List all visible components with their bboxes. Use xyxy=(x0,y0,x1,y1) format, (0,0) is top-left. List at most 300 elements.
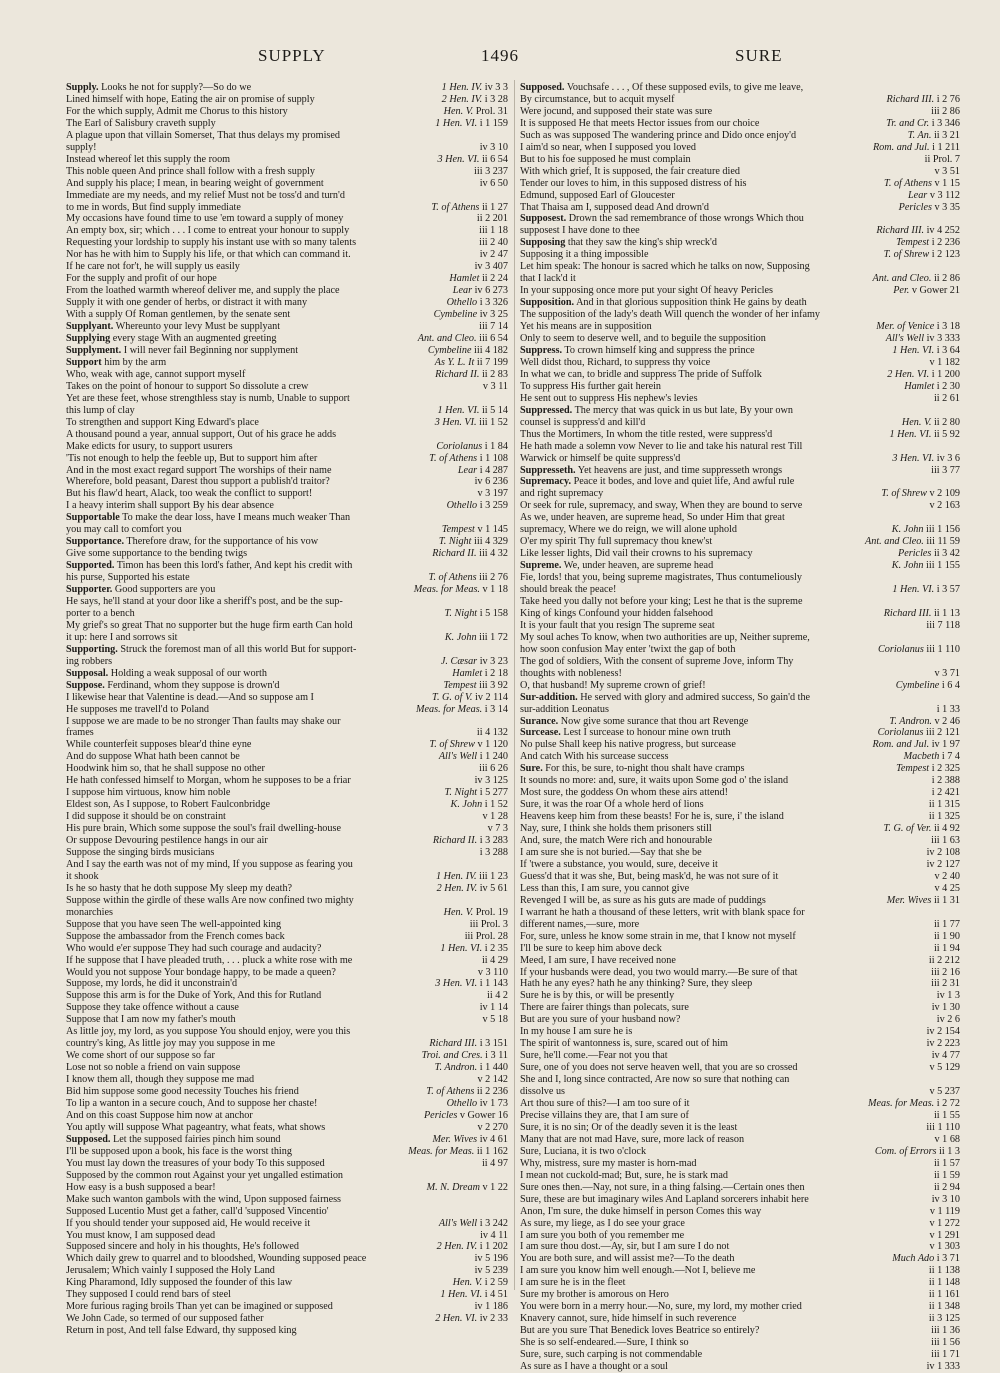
play-title: T. of Shrew xyxy=(881,488,927,500)
act-scene-line: Prol. 19 xyxy=(475,906,508,918)
citation xyxy=(439,536,508,548)
concordance-entry xyxy=(66,178,508,190)
quotation-text: Drown the sad remembrance of those wrongs Which thou xyxy=(568,213,804,225)
concordance-entry xyxy=(520,548,960,560)
citation xyxy=(436,441,508,453)
quotation-text: I suppose him virtuous, know him noble xyxy=(66,787,231,799)
act-scene-line: i 5 158 xyxy=(479,607,508,619)
quotation-text: And I say the earth was not of my mind, If you suppose as fearing you xyxy=(66,858,353,870)
concordance-entry xyxy=(66,1122,508,1134)
quotation-text: Suppose the singing birds musicians xyxy=(66,847,215,858)
citation xyxy=(881,488,960,500)
quotation-text: Suppose that you have seen The well-appointed king xyxy=(66,918,282,930)
concordance-entry xyxy=(520,524,960,536)
concordance-entry xyxy=(520,751,960,763)
citation xyxy=(479,321,508,333)
concordance-entry xyxy=(520,369,960,381)
citation xyxy=(927,1026,960,1038)
quotation-text: If he suppose that I have pleaded truth, . . . pluck a white rose with me xyxy=(66,954,353,966)
concordance-entry xyxy=(520,596,960,608)
concordance-entry xyxy=(66,1014,508,1026)
act-scene-line: iii 1 71 xyxy=(931,1349,960,1361)
citation xyxy=(896,237,960,249)
concordance-entry xyxy=(66,967,508,979)
concordance-entry xyxy=(66,1230,508,1242)
headword: Suppress. xyxy=(520,344,562,356)
concordance-entry xyxy=(520,907,960,919)
act-scene-line: v 1 22 xyxy=(482,1181,508,1193)
quotation-text: My occasions have found time to use 'em toward a supply of money xyxy=(66,213,344,225)
quotation-text: Most sure, the goddess On whom these airs attend! xyxy=(520,787,728,799)
concordance-entry xyxy=(520,1026,960,1038)
citation xyxy=(480,847,508,859)
play-title: As Y. L. It xyxy=(434,356,475,368)
citation xyxy=(935,883,960,895)
quotation-text: For, sure, unless he know some strain in me, that I know not myself xyxy=(520,930,796,942)
quotation-text: supremacy, Where we do reign, we will alone uphold xyxy=(520,524,737,536)
citation xyxy=(435,369,508,381)
concordance-entry xyxy=(520,130,960,142)
page-number: 1496 xyxy=(481,46,519,65)
concordance-entry xyxy=(520,692,960,704)
concordance-entry xyxy=(66,811,508,823)
concordance-entry xyxy=(520,213,960,225)
act-scene-line: Prol. 31 xyxy=(475,105,508,117)
citation xyxy=(479,225,508,237)
concordance-entry xyxy=(520,465,960,477)
quotation-text: His pure brain, Which some suppose the soul's frail dwelling-house xyxy=(66,823,341,835)
concordance-entry xyxy=(520,1074,960,1086)
quotation-text: He supposes me travell'd to Poland xyxy=(66,703,210,715)
citation xyxy=(875,1146,960,1158)
act-scene-line: i 1 200 xyxy=(931,368,960,380)
concordance-entry xyxy=(66,297,508,309)
citation xyxy=(930,1206,960,1218)
concordance-entry xyxy=(520,441,960,453)
act-scene-line: iv 5 61 xyxy=(479,882,508,894)
concordance-entry xyxy=(520,237,960,249)
concordance-entry xyxy=(520,1002,960,1014)
concordance-entry xyxy=(520,1182,960,1194)
concordance-entry xyxy=(66,417,508,429)
act-scene-line: i 3 326 xyxy=(479,297,508,309)
concordance-entry xyxy=(66,357,508,369)
quotation-text: I am sure he is in the fleet xyxy=(520,1277,626,1289)
act-scene-line: i 2 35 xyxy=(484,942,508,954)
quotation-text: Suppose within the girdle of these walls Are now confined two mighty xyxy=(66,894,354,906)
headword: Surance. xyxy=(520,715,559,727)
quotation-text: Revenged I will be, as sure as his guts are made of puddings xyxy=(520,894,766,906)
concordance-entry xyxy=(520,166,960,178)
quotation-text: Lose not so noble a friend on vain suppose xyxy=(66,1062,241,1074)
quotation-text: King of kings Confound your hidden falsehood xyxy=(520,607,713,619)
quotation-text: every stage With an augmented greeting xyxy=(112,333,277,345)
act-scene-line: v 1 120 xyxy=(477,739,508,751)
act-scene-line: iii 4 32 xyxy=(479,548,508,560)
concordance-entry xyxy=(66,1241,508,1253)
act-scene-line: i 6 4 xyxy=(941,679,960,691)
quotation-text: He hath made a solemn vow Never to lie and take his natural rest Till xyxy=(520,440,803,452)
citation xyxy=(487,990,508,1002)
concordance-entry xyxy=(66,584,508,596)
act-scene-line: v 1 28 xyxy=(482,811,508,823)
play-title: Mer. Wives xyxy=(432,1133,478,1145)
play-title: T. of Athens xyxy=(431,201,480,213)
concordance-entry xyxy=(520,405,960,417)
citation xyxy=(935,1134,960,1146)
citation xyxy=(896,763,960,775)
citation xyxy=(426,1086,508,1098)
concordance-entry xyxy=(66,1110,508,1122)
quotation-text: Art thou sure of this?—I am too sure of it xyxy=(520,1098,690,1110)
quotation-text: Tender our loves to him, in this supposed distress of his xyxy=(520,177,747,189)
quotation-text: For the supply and profit of our hope xyxy=(66,273,217,285)
concordance-entry xyxy=(66,1062,508,1074)
act-scene-line: iii Prol. 3 xyxy=(469,918,508,930)
concordance-entry xyxy=(66,727,508,739)
quotation-text: He hath confessed himself to Morgan, whom he supposes to be a friar xyxy=(66,775,351,787)
concordance-entry xyxy=(520,345,960,357)
concordance-entry xyxy=(520,273,960,285)
concordance-entry xyxy=(520,943,960,955)
citation xyxy=(934,1158,960,1170)
quotation-text: The Earl of Salisbury craveth supply xyxy=(66,117,216,129)
quotation-text: You aptly will suppose What pageantry, what feats, what shows xyxy=(66,1121,326,1133)
concordance-entry xyxy=(66,118,508,130)
play-title: Com. of Errors xyxy=(874,1145,937,1157)
quotation-text: Suppose, my lords, he did it unconstrain'd xyxy=(66,978,238,990)
quotation-text: Fie, lords! that you, being supreme magistrates, Thus contumeliously xyxy=(520,572,802,584)
act-scene-line: iii 11 59 xyxy=(926,536,960,548)
play-title: Pericles xyxy=(898,548,932,560)
act-scene-line: ii 4 92 xyxy=(933,823,960,835)
play-title: Hamlet xyxy=(904,380,935,392)
quotation-text: We John Cade, so termed of our supposed father xyxy=(66,1313,264,1325)
concordance-entry xyxy=(66,632,508,644)
quotation-text: You must know, I am supposed dead xyxy=(66,1229,216,1241)
citation xyxy=(477,488,508,500)
concordance-entry xyxy=(520,1349,960,1361)
quotation-text: To crown himself king and suppress the prince xyxy=(564,344,755,356)
citation xyxy=(482,955,508,967)
citation xyxy=(873,273,960,285)
concordance-entry xyxy=(66,835,508,847)
concordance-entry xyxy=(66,1206,508,1218)
quotation-text: Looks he not for supply?—So do we xyxy=(101,82,252,93)
concordance-entry xyxy=(66,978,508,990)
quotation-text: Precise villains they are, that I am sure of xyxy=(520,1109,689,1121)
concordance-entry xyxy=(520,668,960,680)
concordance-entry xyxy=(520,225,960,237)
act-scene-line: v 1 182 xyxy=(929,356,960,368)
quotation-text: this lump of clay xyxy=(66,404,135,416)
play-title: T. Andron. xyxy=(434,1062,478,1074)
citation xyxy=(479,763,508,775)
act-scene-line: iv 2 108 xyxy=(926,847,960,858)
quotation-text: For the which supply, Admit me Chorus to this history xyxy=(66,105,288,117)
quotation-text: And supply his place; I mean, in bearing weight of government xyxy=(66,177,324,189)
headword: Supporter. xyxy=(66,584,113,596)
quotation-text: You are both sure, and will assist me?—To the death xyxy=(520,1253,735,1265)
concordance-entry xyxy=(520,1361,960,1373)
citation xyxy=(929,1313,960,1325)
quotation-text: you may call to comfort you xyxy=(66,524,182,536)
concordance-entry xyxy=(66,608,508,620)
concordance-entry xyxy=(66,500,508,512)
act-scene-line: ii 1 161 xyxy=(928,1289,960,1301)
act-scene-line: iv 6 50 xyxy=(479,177,508,189)
concordance-entry xyxy=(66,1289,508,1301)
act-scene-line: iv 3 25 xyxy=(479,309,508,321)
play-title: T. G. of Ver. xyxy=(883,823,932,835)
play-title: 2 Hen. VI. xyxy=(435,1313,478,1325)
concordance-entry xyxy=(520,1241,960,1253)
citation xyxy=(876,225,960,237)
play-title: Meas. for Meas. xyxy=(408,1145,475,1157)
citation xyxy=(438,405,508,417)
act-scene-line: iii 1 110 xyxy=(926,643,960,655)
citation xyxy=(429,453,508,465)
act-scene-line: v 2 270 xyxy=(477,1121,508,1133)
act-scene-line: iii 1 72 xyxy=(479,631,508,643)
concordance-entry xyxy=(66,536,508,548)
act-scene-line: v 7 3 xyxy=(487,823,508,835)
act-scene-line: i 3 242 xyxy=(479,1217,508,1229)
citation xyxy=(931,978,960,990)
quotation-text: But are you sure That Benedick loves Beatrice so entirely? xyxy=(520,1325,760,1337)
play-title: K. John xyxy=(444,631,477,643)
play-title: Tempest xyxy=(443,679,477,691)
concordance-entry xyxy=(520,453,960,465)
citation xyxy=(480,1230,508,1242)
quotation-text: Who would e'er suppose They had such courage and audacity? xyxy=(66,942,322,954)
act-scene-line: iv 2 154 xyxy=(926,1026,960,1038)
act-scene-line: i 1 159 xyxy=(479,117,508,129)
citation xyxy=(937,704,960,716)
concordance-entry xyxy=(520,142,960,154)
quotation-text: A plague upon that villain Somerset, That thus delays my promised xyxy=(66,129,340,141)
quotation-text: And, sure, the match Were rich and honourable xyxy=(520,835,713,847)
quotation-text: To suppress His further gait herein xyxy=(520,380,662,392)
concordance-entry xyxy=(520,417,960,429)
play-title: 3 Hen. VI. xyxy=(437,153,480,165)
concordance-entry xyxy=(520,500,960,512)
quotation-text: Nay, sure, I think she holds them prisoners still xyxy=(520,823,712,835)
quotation-text: From the loathed warmth whereof deliver me, and supply the place xyxy=(66,285,340,297)
citation xyxy=(929,357,960,369)
quotation-text: Warwick or himself be quite suppress'd xyxy=(520,452,681,464)
play-title: Pericles xyxy=(423,1109,458,1121)
quotation-text: counsel is suppress'd and kill'd xyxy=(520,416,646,428)
quotation-text: I warrant he hath a thousand of these letters, writ with blank space for xyxy=(520,906,805,918)
concordance-entry xyxy=(520,967,960,979)
concordance-entry xyxy=(66,895,508,907)
play-title: Ant. and Cleo. xyxy=(865,536,924,548)
quotation-text: his purse, Supported his estate xyxy=(66,572,190,584)
citation xyxy=(884,249,960,261)
act-scene-line: ii 1 348 xyxy=(928,1301,960,1313)
concordance-entry xyxy=(66,1086,508,1098)
act-scene-line: ii 2 61 xyxy=(933,392,960,404)
quotation-text: I am sure you both of you remember me xyxy=(520,1229,685,1241)
citation xyxy=(465,931,508,943)
quotation-text: Timon has been this lord's father, And kept his credit with xyxy=(116,560,353,572)
quotation-text: Good supporters are you xyxy=(114,584,216,596)
quotation-text: Yet heavens are just, and time suppresseth wrongs xyxy=(577,464,783,476)
quotation-text: dissolve us xyxy=(520,1086,565,1098)
act-scene-line: ii 1 162 xyxy=(476,1145,508,1157)
quotation-text: Supply it with one gender of herbs, or distract it with many xyxy=(66,297,308,309)
citation xyxy=(418,333,508,345)
act-scene-line: iv 2 223 xyxy=(926,1038,960,1050)
concordance-entry xyxy=(66,596,508,608)
quotation-text: Heavens keep him from these beasts! For he is, sure, i' the island xyxy=(520,811,784,823)
quotation-text: I am sure you know him well enough.—Not I, believe me xyxy=(520,1265,756,1277)
concordance-entry xyxy=(66,1146,508,1158)
citation xyxy=(878,644,960,656)
quotation-text: ing robbers xyxy=(66,655,113,667)
citation xyxy=(931,835,960,847)
quotation-text: My grief's so great That no supporter but the huge firm earth Can hold xyxy=(66,619,353,631)
act-scene-line: i 3 57 xyxy=(936,584,960,596)
quotation-text: A thousand pound a year, annual support, Out of his grace he adds xyxy=(66,428,337,440)
quotation-text: It is supposed He that meets Hector issues from our choice xyxy=(520,117,760,129)
quotation-text: Sure, it was the roar Of a whole herd of lions xyxy=(520,799,704,811)
act-scene-line: iv 2 127 xyxy=(926,858,960,870)
act-scene-line: ii 1 13 xyxy=(933,607,960,619)
concordance-entry xyxy=(66,907,508,919)
quotation-text: You were born in a merry hour.—No, sure, my lord, my mother cried xyxy=(520,1301,802,1313)
citation xyxy=(932,775,960,787)
headword: Supposition. xyxy=(520,297,575,309)
play-title: M. N. Dream xyxy=(426,1181,480,1193)
play-title: T. Night xyxy=(438,536,472,548)
citation xyxy=(884,608,960,620)
play-title: Othello xyxy=(446,500,478,512)
quotation-text: to me in words, But find supply immediate xyxy=(66,201,241,213)
concordance-entry xyxy=(520,656,960,668)
act-scene-line: ii 3 21 xyxy=(933,129,960,141)
act-scene-line: v 1 145 xyxy=(477,524,508,536)
play-title: Ant. and Cleo. xyxy=(417,333,477,345)
citation xyxy=(477,1122,508,1134)
quotation-text: With a supply Of Roman gentlemen, by the senate sent xyxy=(66,309,291,321)
quotation-text: Immediate are my needs, and my relief Must not be toss'd and turn'd xyxy=(66,189,345,201)
act-scene-line: iv 1 186 xyxy=(474,1301,508,1313)
quotation-text: She and I, long since contracted, Are now so sure that nothing can xyxy=(520,1074,790,1086)
act-scene-line: ii 2 24 xyxy=(481,273,508,285)
citation xyxy=(480,142,508,154)
act-scene-line: iii 1 156 xyxy=(926,524,960,536)
citation xyxy=(440,943,508,955)
play-title: 3 Hen. VI. xyxy=(434,416,477,428)
quotation-text: Take heed you dally not before your king; Lest he that is the supreme xyxy=(520,595,803,607)
citation xyxy=(929,1241,960,1253)
concordance-entry xyxy=(520,859,960,871)
quotation-text: Why, mistress, sure my master is horn-mad xyxy=(520,1157,697,1169)
act-scene-line: iv 2 33 xyxy=(479,1313,508,1325)
column-divider xyxy=(514,80,515,1290)
headword: Supposest. xyxy=(520,213,567,225)
citation xyxy=(444,907,508,919)
citation xyxy=(892,453,960,465)
concordance-entry xyxy=(66,1313,508,1325)
concordance-entry xyxy=(520,1158,960,1170)
citation xyxy=(451,799,508,811)
act-scene-line: iv 2 114 xyxy=(474,691,508,703)
citation xyxy=(435,1062,508,1074)
citation xyxy=(435,978,508,990)
act-scene-line: ii 1 315 xyxy=(928,799,960,811)
citation xyxy=(431,202,508,214)
citation xyxy=(876,321,960,333)
concordance-entry xyxy=(66,919,508,931)
act-scene-line: i 1 84 xyxy=(484,440,508,452)
concordance-entry xyxy=(66,644,508,656)
citation xyxy=(929,1230,960,1242)
act-scene-line: ii 4 132 xyxy=(476,727,508,739)
play-title: Meas. for Meas. xyxy=(416,703,483,715)
citation xyxy=(929,1277,960,1289)
concordance-entry xyxy=(66,82,508,94)
citation xyxy=(458,465,508,477)
concordance-entry xyxy=(66,859,508,871)
concordance-entry xyxy=(520,632,960,644)
act-scene-line: i 3 28 xyxy=(484,93,508,105)
act-scene-line: i 1 143 xyxy=(479,978,508,990)
quotation-text: Vouchsafe . . . , Of these supposed evils, to give me leave, xyxy=(566,82,804,93)
quotation-text: And on this coast Suppose him now at anchor xyxy=(66,1109,253,1121)
act-scene-line: iv 1 3 xyxy=(936,990,960,1002)
act-scene-line: iv 3 407 xyxy=(474,261,508,273)
citation xyxy=(435,118,508,130)
concordance-entry xyxy=(520,309,960,321)
play-title: Mer. Wives xyxy=(886,894,932,906)
headword: Supportance. xyxy=(66,536,125,548)
quotation-text: Ferdinand, whom they suppose is drown'd xyxy=(107,679,280,691)
act-scene-line: i 3 288 xyxy=(479,847,508,858)
act-scene-line: i 1 240 xyxy=(479,751,508,763)
quotation-text: Sure, these are but imaginary wiles And Lapland sorcerers inhabit here xyxy=(520,1193,809,1205)
play-title: T. Andron. xyxy=(889,715,932,727)
act-scene-line: i 2 421 xyxy=(931,787,960,799)
headword: Supplying xyxy=(66,333,111,345)
act-scene-line: i 3 64 xyxy=(936,344,960,356)
quotation-text: I will never fail Beginning nor supplyment xyxy=(123,344,299,356)
quotation-text: Guess'd that it was she, But, being mask'd, he was not sure of it xyxy=(520,870,779,882)
quotation-text: I mean not cuckold-mad; But, sure, he is stark mad xyxy=(520,1169,728,1181)
citation xyxy=(932,1002,960,1014)
concordance-entry xyxy=(66,1074,508,1086)
quotation-text: How easy is a bush supposed a bear! xyxy=(66,1181,216,1193)
concordance-entry xyxy=(66,154,508,166)
citation xyxy=(896,680,960,692)
concordance-entry xyxy=(520,285,960,297)
play-title: K. John xyxy=(891,560,924,572)
citation xyxy=(937,1014,960,1026)
act-scene-line: iii 1 18 xyxy=(479,225,508,237)
citation xyxy=(931,1325,960,1337)
left-column xyxy=(66,82,508,1337)
citation xyxy=(934,393,960,405)
citation xyxy=(435,1313,508,1325)
quotation-text: Or seek for rule, supremacy, and sway, When they are bound to serve xyxy=(520,500,803,512)
headword: Supreme. xyxy=(520,560,562,572)
play-title: T. Night xyxy=(444,787,478,799)
act-scene-line: iii 2 31 xyxy=(931,978,960,990)
act-scene-line: i 1 33 xyxy=(936,703,960,715)
quotation-text: Lined himself with hope, Eating the air on promise of supply xyxy=(66,93,315,105)
